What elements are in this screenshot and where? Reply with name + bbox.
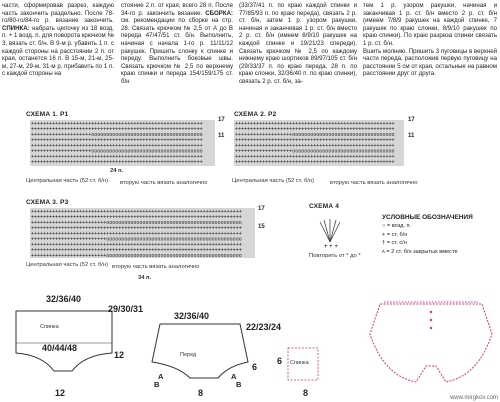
watermark: www.mirgkov.com — [450, 395, 498, 401]
center-label: Центральная часть (52 ст. б/н) — [26, 178, 109, 184]
stitch-row: +++++++++++++++++++++++++++++++++++++++++++++++++++++++++ — [31, 126, 203, 133]
center-label: Центральная часть (52 ст. б/н) — [26, 262, 109, 268]
scheme-1-title: СХЕМА 1. Р1 — [26, 111, 69, 118]
stitch-row: +++++++++++++++++++oooooooooooooooooooooooooooooooooo — [235, 132, 395, 138]
paragraph: (33/37/41 п. по краю каждой спинки и 77/85/93 п. по краю переда), связать 2 р. ст. б/н, затем 1 р. узором ракушки, начиная и заканчивая 1 р. ст. б/н вместо 2 р. ст. б/н (имеем 8/9/10 ракушек на каждой спинке и 19/21/23 спереди). Связать крючком № 2,5 по каждому нижнему краю шортиков 89/97/105 ст. б/н (29/33/37 п. по краю переда, 28 п. по краю слонки, 32/36/40 п. по краю спинки), связать 2 р. ст. б/н, за- — [239, 2, 357, 85]
label-back: Спинка — [40, 324, 59, 330]
stitch-row: +++++++++++++++++++++++++++++++++++++++++++++++++++++ — [235, 143, 395, 149]
dc-icon: † — [382, 240, 386, 247]
stitch-row: +++++++++++++++++++++++++++++++++++++++++++++++++++++++++ — [31, 137, 203, 144]
paragraph: см. рекомендации по сборке на стр. 28. Связать крючком № 2,5 от А до В переда 47/47/51 ст. б/н. Выполнить, начиная с начала 1-го р. 11/11/12 ракушек. Пришить слонку к спинке и переду. Выполнить боковые швы. Связать крючком № 2,5 по верхнему краю спинки и переда 154/159/175 ст. б/н — [121, 17, 233, 85]
dim-back-right: 12 — [114, 350, 125, 360]
paragraph: стояние 2 п. от края, всего 28 п. После 34-го р. закончить вязание. — [121, 2, 233, 17]
dim-back-top: 32/36/40 — [46, 294, 82, 304]
stitch-row: +++++++++++++++++++++++++++++++++++++++++++++++++++++ — [235, 137, 395, 144]
other-label: вторую часть вязать аналогично — [112, 264, 200, 270]
stitch-row: +++++++++++++++++++++++++ooooooooooooooooooooooooooooooooooooooooooooo — [31, 236, 242, 243]
dim-gusset-left: 6 — [277, 356, 283, 366]
point-b: B — [154, 380, 160, 389]
scheme-3-diagram — [30, 208, 255, 263]
other-label: вторую часть вязать аналогично — [330, 180, 418, 186]
row-number: 17 — [258, 206, 265, 212]
legend-item-dc: † = ст. с/н — [382, 240, 407, 247]
stitch-row: ++++++++++++++++++++++++++++++++++++++++++++++++++++++++++++++++++++++ — [31, 231, 242, 237]
text-column-4 — [363, 2, 497, 78]
stitch-row: +++++++++++++++++++++++++++++++++++++++++++++++++++++++++ — [31, 159, 203, 166]
dim-front-right: 6 — [252, 362, 258, 372]
stitch-row: ++++++++++++++++++++++++++++++++++++++++++++++++++++++++++++++++++++++ — [31, 247, 242, 254]
section-heading-back: СПИНКА: — [2, 24, 30, 32]
legend — [382, 214, 498, 256]
stitch-row: +++++++++++++++++++++++++++++++++++++++++++++++++++++++++ — [31, 143, 203, 149]
stitch-row: +++++++++++++++++++++++++++++++++++++++++++++++++++++ — [235, 121, 395, 127]
scheme-4-title: СХЕМА 4 — [309, 203, 340, 210]
dim-back-mid: 40/44/48 — [42, 343, 78, 353]
scheme-4-fan — [310, 212, 350, 252]
dim-front-side: 22/23/24 — [246, 322, 282, 332]
text-column-2 — [121, 2, 233, 86]
stitch-row: ++++++++++++++++++++ooooooooooooooooooooooooooooooooooooo — [31, 132, 203, 138]
row-number: 15 — [258, 224, 265, 230]
chain-icon: ○ — [382, 223, 386, 230]
center-label: Центральная часть (52 ст. б/н) — [232, 178, 315, 184]
dim-gusset-bottom: 8 — [303, 388, 309, 398]
paragraph: тем 1 р. узором ракушки, начиная и заканчивая 1 р. ст. б/н вместо 2 р. ст. б/н (имеем 7/8/9 ракушек на каждой спинке, 7 ракушек по краю слонки, 8/9/10 ракушек по краю спинки). По краю разреза спинки связать 1 р. ст. б/н. — [363, 2, 497, 47]
pattern-front — [150, 322, 250, 392]
stitch-row: ++++++++++++++++++++ooooooooooooooooooooooooooooooooooooo — [31, 148, 203, 155]
row-number: 17 — [218, 117, 225, 123]
dim-back-bottom: 12 — [55, 388, 66, 398]
repeat-label: Повторить от * до * — [309, 253, 361, 259]
section-heading-assembly: СБОРКА: — [205, 9, 233, 17]
svg-text:+ + +: + + + — [324, 244, 338, 250]
point-a: A — [158, 372, 164, 381]
text-column-1 — [2, 2, 114, 78]
legend-item-sc: + = ст. б/н — [382, 231, 408, 238]
plus-icon: + — [382, 231, 386, 238]
label-gusset: Спинка — [290, 360, 309, 366]
text-column-3 — [239, 2, 357, 86]
stitch-row: +++++++++++++++++++++++++++++++++++++++++++++++++++++ — [235, 126, 395, 133]
paragraph: части, сформировав разрез, каждую часть закончить раздельно. После 78-го/80-го/84-го р. вязание закончить. — [2, 2, 114, 25]
dim-front-bottom: 8 — [198, 388, 204, 398]
dim-back-side: 29/30/31 — [108, 304, 144, 314]
stitch-row: +++++++++++++++++++++++++++++++++++++++++++++++++++++++++ — [31, 121, 203, 127]
row-number: 11 — [408, 133, 415, 139]
dec-icon: ʌ — [382, 248, 385, 255]
stitch-row: ++++++++++++++++++++++++++++++++++++++++++++++++++++++++++++++++++++++ — [31, 225, 242, 232]
legend-title: УСЛОВНЫЕ ОБОЗНАЧЕНИЯ — [382, 214, 473, 221]
stitch-row: +++++++++++++++++++++++++++++++++++++++++++++++++++++ — [235, 159, 395, 166]
paragraph: набрать цепочку из 18 возд. п. + 1 возд. п. для поворота крючком № 3, вязать ст. б/н. В 9-м р. убавить 1 п. с каждой стороны на расстоянии 2 п. от края, останется 16 п. В 15-м, 21-м, 25-м, 27-м, 29-м, 31-м р. прибавить по 1 п. с каждой стороны на — [2, 24, 114, 78]
stitch-row: ++++++++++++++++++++++++++++++++++++++++++++++++++++++++++++++++++++++ — [31, 242, 242, 248]
stitch-row: +++++++++++++++++++oooooooooooooooooooooooooooooooooo — [235, 148, 395, 155]
other-label: вторую часть вязать аналогично — [120, 180, 208, 186]
pattern-gusset — [286, 346, 322, 386]
stitch-row: +++++++++++++++++++++++++++++++++++++++++++++++++++++ — [235, 154, 395, 160]
point-b: B — [236, 380, 242, 389]
stitch-row: +++++++++++++++++++++++++ooooooooooooooooooooooooooooooooooooooooooooo — [31, 253, 242, 259]
stitch-row: ++++++++++++++++++++++++++++++++++++++++++++++++++++++++++++++++++++++ — [31, 209, 242, 215]
width-label: 34 п. — [138, 275, 152, 281]
paragraph: Вшить молнию. Пришить 3 пуговицы в верхней части переда, расположив первую пуговицу на расстоянии 5 см от края, остальные на равном расстоянии друг от друга. — [363, 47, 497, 78]
label-front: Перед — [180, 352, 197, 358]
row-number: 11 — [218, 133, 225, 139]
width-label: 24 п. — [110, 168, 124, 174]
scheme-2-title: СХЕМА 2. Р2 — [234, 111, 277, 118]
shorts-sketch — [366, 296, 496, 392]
legend-item-dec: ʌ = 2 ст. б/н закрытых вместе — [382, 248, 458, 255]
legend-item-chain: ○ = возд. п. — [382, 223, 412, 230]
scheme-2-diagram — [234, 120, 404, 170]
row-number: 17 — [408, 117, 415, 123]
point-a: A — [231, 372, 237, 381]
dim-front-top: 32/36/40 — [174, 311, 210, 321]
stitch-row: +++++++++++++++++++++++++++++++++++++++++++++++++++++++++ — [31, 154, 203, 160]
scheme-3-title: СХЕМА 3. Р3 — [26, 199, 69, 206]
stitch-row: +++++++++++++++++++++++++ooooooooooooooooooooooooooooooooooooooooooooo — [31, 220, 242, 226]
stitch-row: ++++++++++++++++++++++++++++++++++++++++++++++++++++++++++++++++++++++ — [31, 214, 242, 221]
